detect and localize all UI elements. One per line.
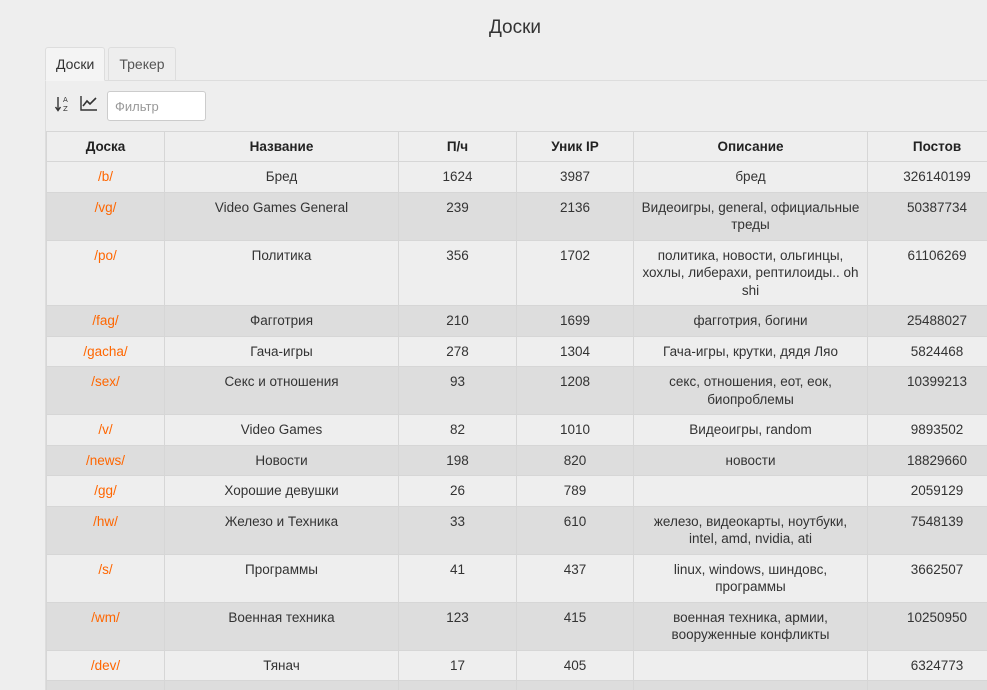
cell-pph: 93 bbox=[399, 367, 517, 415]
cell-unique-ip bbox=[517, 681, 634, 690]
cell-unique-ip: 405 bbox=[517, 650, 634, 681]
cell-name: Новости bbox=[165, 445, 399, 476]
table-row bbox=[47, 445, 987, 476]
cell-description: бред bbox=[634, 162, 868, 193]
cell-posts: 326140199 bbox=[868, 162, 987, 193]
cell-posts: 2059129 bbox=[868, 476, 987, 507]
header-name[interactable]: Название bbox=[165, 132, 399, 162]
cell-board bbox=[47, 367, 165, 415]
table-row bbox=[47, 415, 987, 446]
cell-board bbox=[47, 681, 165, 690]
cell-description bbox=[634, 650, 868, 681]
table-header-row bbox=[47, 132, 987, 162]
board-link[interactable]: /b/ bbox=[97, 169, 113, 184]
cell-name: Бред bbox=[165, 162, 399, 193]
cell-name: Video Games General bbox=[165, 192, 399, 240]
cell-board bbox=[47, 162, 165, 193]
cell-name bbox=[165, 681, 399, 690]
cell-pph: 198 bbox=[399, 445, 517, 476]
cell-description: политика, новости, ольгинцы, хохлы, либерахи, рептилоиды.. oh shi bbox=[634, 240, 868, 306]
sort-alpha-icon[interactable] bbox=[54, 94, 74, 114]
cell-name: Хорошие девушки bbox=[165, 476, 399, 507]
line-chart-icon[interactable] bbox=[79, 94, 99, 114]
tab-bar bbox=[45, 47, 179, 81]
cell-unique-ip: 3987 bbox=[517, 162, 634, 193]
cell-unique-ip: 2136 bbox=[517, 192, 634, 240]
cell-unique-ip: 1702 bbox=[517, 240, 634, 306]
cell-description: Видеоигры, general, официальные треды bbox=[634, 192, 868, 240]
header-pph[interactable]: П/ч bbox=[399, 132, 517, 162]
cell-name: Военная техника bbox=[165, 602, 399, 650]
cell-description bbox=[634, 476, 868, 507]
board-link[interactable]: /vg/ bbox=[94, 199, 117, 215]
tab-boards[interactable]: Доски bbox=[45, 47, 105, 81]
board-link[interactable]: /gacha/ bbox=[83, 343, 128, 359]
cell-unique-ip: 437 bbox=[517, 554, 634, 602]
cell-pph: 26 bbox=[399, 476, 517, 507]
cell-name: Гача-игры bbox=[165, 336, 399, 367]
table-row bbox=[47, 476, 987, 507]
board-link[interactable]: /dev/ bbox=[90, 657, 121, 673]
page-title: Доски bbox=[488, 17, 542, 38]
cell-unique-ip: 1304 bbox=[517, 336, 634, 367]
cell-posts: 50387734 bbox=[868, 192, 987, 240]
board-link[interactable]: /po/ bbox=[94, 247, 117, 263]
header-unique-ip[interactable]: Уник IP bbox=[517, 132, 634, 162]
cell-pph: 123 bbox=[399, 602, 517, 650]
table-row bbox=[47, 240, 987, 306]
cell-pph: 239 bbox=[399, 192, 517, 240]
cell-board bbox=[47, 306, 165, 337]
cell-posts: 18829660 bbox=[868, 445, 987, 476]
filter-input[interactable] bbox=[107, 91, 206, 121]
cell-posts: 5824468 bbox=[868, 336, 987, 367]
table-row bbox=[47, 192, 987, 240]
cell-posts: 9893502 bbox=[868, 415, 987, 446]
cell-pph: 41 bbox=[399, 554, 517, 602]
cell-board bbox=[47, 192, 165, 240]
cell-pph: 210 bbox=[399, 306, 517, 337]
cell-unique-ip: 1699 bbox=[517, 306, 634, 337]
board-link[interactable]: /sex/ bbox=[91, 374, 120, 389]
cell-posts: 10399213 bbox=[868, 367, 987, 415]
cell-board bbox=[47, 602, 165, 650]
table-row bbox=[47, 336, 987, 367]
cell-description: железо, видеокарты, ноутбуки, intel, amd, nvidia, ati bbox=[634, 506, 868, 554]
cell-posts: 7548139 bbox=[868, 506, 987, 554]
cell-pph: 33 bbox=[399, 506, 517, 554]
cell-pph: 278 bbox=[399, 336, 517, 367]
cell-name: Video Games bbox=[165, 415, 399, 446]
table-row bbox=[47, 554, 987, 602]
cell-unique-ip: 820 bbox=[517, 445, 634, 476]
board-link[interactable]: /wm/ bbox=[91, 609, 120, 625]
table-row bbox=[47, 650, 987, 681]
cell-name: Секс и отношения bbox=[165, 367, 399, 415]
cell-board bbox=[47, 554, 165, 602]
cell-name: Программы bbox=[165, 554, 399, 602]
cell-name: Железо и Техника bbox=[165, 506, 399, 554]
boards-table bbox=[46, 131, 987, 690]
cell-board bbox=[47, 415, 165, 446]
cell-posts: 6324773 bbox=[868, 650, 987, 681]
table-row bbox=[47, 681, 987, 690]
cell-description: Гача-игры, крутки, дядя Ляо bbox=[634, 336, 868, 367]
table-row bbox=[47, 506, 987, 554]
cell-board bbox=[47, 650, 165, 681]
cell-pph: 356 bbox=[399, 240, 517, 306]
cell-posts: 10250950 bbox=[868, 602, 987, 650]
cell-name: Политика bbox=[165, 240, 399, 306]
cell-posts bbox=[868, 681, 987, 690]
cell-description: фагготрия, богини bbox=[634, 306, 868, 337]
cell-description bbox=[634, 681, 868, 690]
cell-description: linux, windows, шиндовс, программы bbox=[634, 554, 868, 602]
cell-board bbox=[47, 336, 165, 367]
svg-text:A: A bbox=[63, 96, 68, 104]
board-link[interactable]: /fag/ bbox=[92, 313, 119, 328]
cell-name: Фагготрия bbox=[165, 306, 399, 337]
cell-description: секс, отношения, еот, еок, биопроблемы bbox=[634, 367, 868, 415]
header-posts[interactable]: Постов bbox=[868, 132, 987, 162]
cell-pph bbox=[399, 681, 517, 690]
table-row bbox=[47, 367, 987, 415]
cell-unique-ip: 415 bbox=[517, 602, 634, 650]
cell-board bbox=[47, 476, 165, 507]
header-description[interactable]: Описание bbox=[634, 132, 868, 162]
board-link[interactable]: /hw/ bbox=[93, 513, 118, 529]
board-link[interactable]: /v/ bbox=[98, 422, 113, 437]
svg-text:Z: Z bbox=[63, 105, 68, 113]
cell-board bbox=[47, 445, 165, 476]
table-row bbox=[47, 306, 987, 337]
cell-unique-ip: 1208 bbox=[517, 367, 634, 415]
cell-description: Видеоигры, random bbox=[634, 415, 868, 446]
cell-posts: 3662507 bbox=[868, 554, 987, 602]
header-board[interactable]: Доска bbox=[47, 132, 165, 162]
cell-board bbox=[47, 240, 165, 306]
board-link[interactable]: /s/ bbox=[98, 561, 113, 577]
toolbar bbox=[46, 81, 987, 131]
cell-unique-ip: 789 bbox=[517, 476, 634, 507]
board-link[interactable]: /gg/ bbox=[94, 483, 117, 498]
cell-board bbox=[47, 506, 165, 554]
cell-description: новости bbox=[634, 445, 868, 476]
board-link[interactable]: /news/ bbox=[85, 452, 126, 468]
cell-posts: 61106269 bbox=[868, 240, 987, 306]
cell-name: Тянач bbox=[165, 650, 399, 681]
cell-unique-ip: 610 bbox=[517, 506, 634, 554]
cell-unique-ip: 1010 bbox=[517, 415, 634, 446]
tab-tracker[interactable]: Трекер bbox=[108, 47, 175, 81]
cell-description: военная техника, армии, вооруженные конфликты bbox=[634, 602, 868, 650]
cell-pph: 17 bbox=[399, 650, 517, 681]
boards-panel bbox=[45, 80, 987, 690]
cell-pph: 1624 bbox=[399, 162, 517, 193]
table-row bbox=[47, 602, 987, 650]
cell-pph: 82 bbox=[399, 415, 517, 446]
cell-posts: 25488027 bbox=[868, 306, 987, 337]
table-row bbox=[47, 162, 987, 193]
